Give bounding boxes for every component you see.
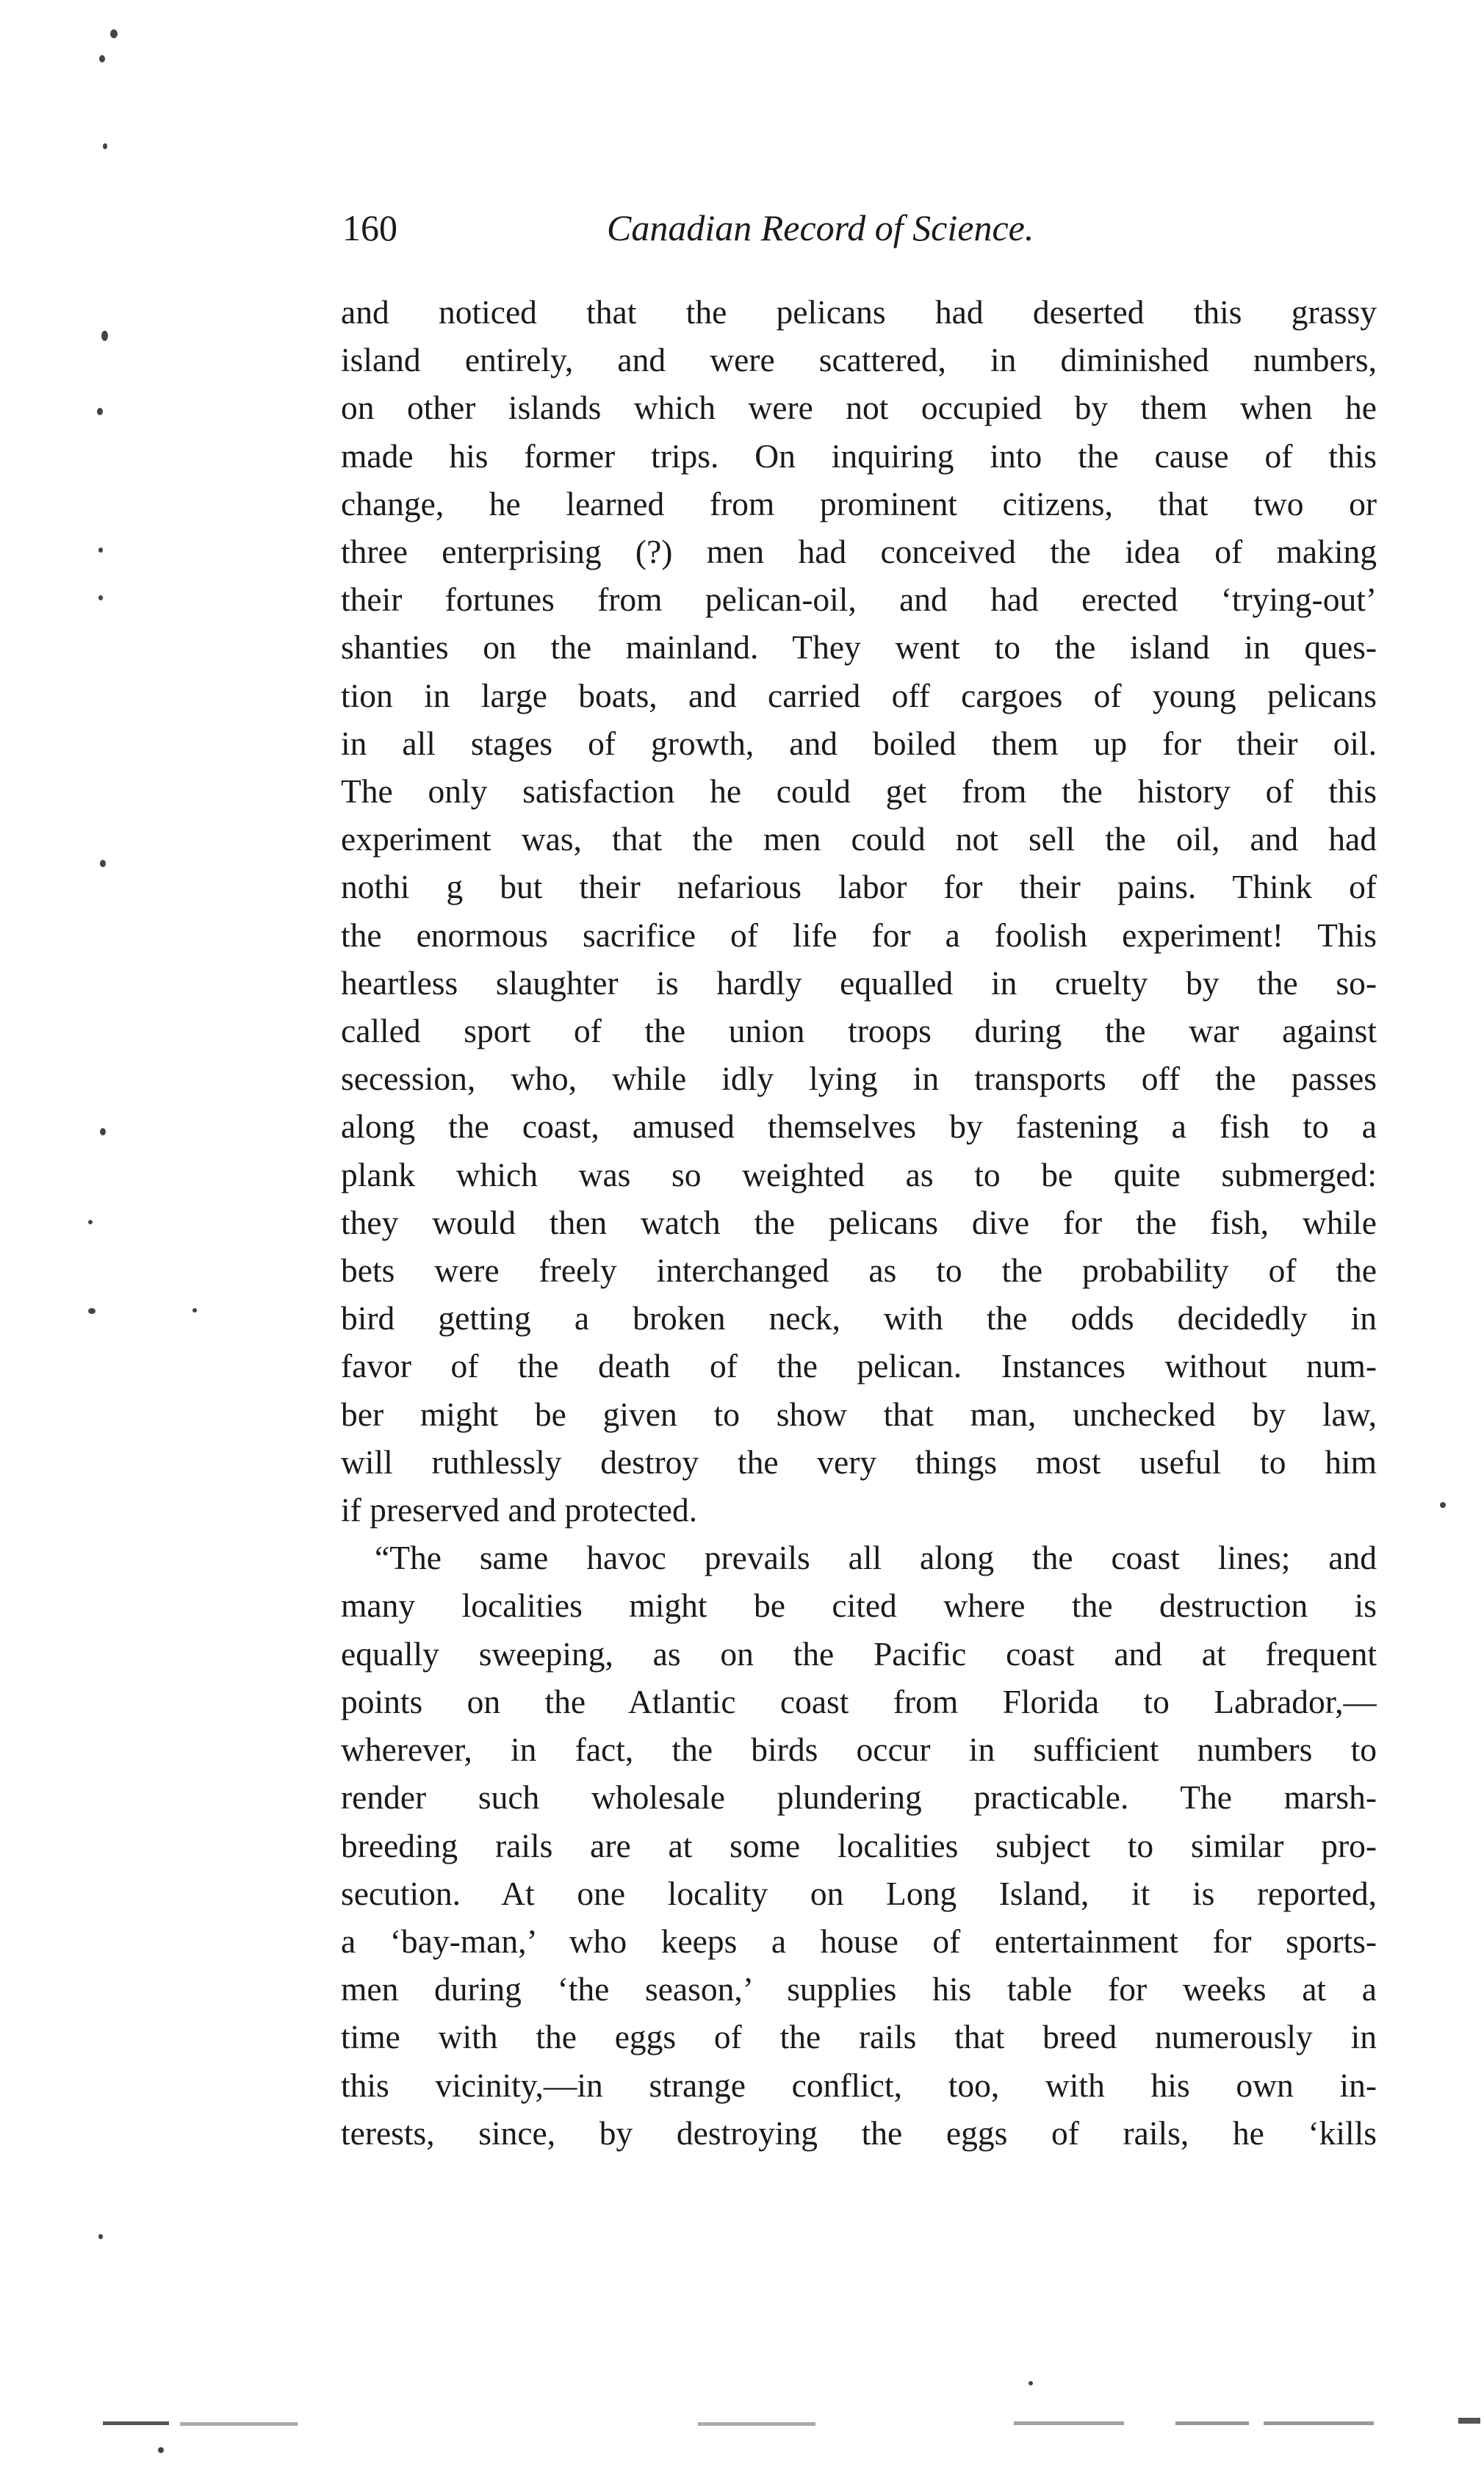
scan-speck [1440,1502,1446,1508]
page-number: 160 [342,207,397,248]
text-line: terests, since, by destroying the eggs of rails, he ‘kills [341,2114,1377,2152]
scan-line-fragment [698,2422,815,2426]
text-line: ber might be given to show that man, unchecked by law, [341,1395,1377,1433]
text-line: many localities might be cited where the destruction is [341,1587,1377,1625]
scan-speck [103,143,107,149]
scan-speck [110,29,118,38]
scan-speck [99,55,105,62]
text-line: The only satisfaction he could get from the history of this [341,772,1377,811]
text-line: points on the Atlantic coast from Florida to Labrador,— [341,1682,1377,1720]
text-line: bird getting a broken neck, with the odds decidedly in [341,1299,1377,1337]
scan-speck [88,1308,96,1314]
scan-line-fragment [1175,2421,1249,2425]
text-line: the enormous sacrifice of life for a foolish experiment! This [341,916,1377,954]
text-line: three enterprising (?) men had conceived the idea of making [341,533,1377,571]
text-line: “The same havoc prevails all along the coast lines; and [375,1539,1377,1577]
scan-line-fragment [1014,2421,1124,2425]
text-line: men during ‘the season,’ supplies his table for weeks at a [341,1970,1377,2008]
text-line: heartless slaughter is hardly equalled in cruelty by the so- [341,963,1377,1002]
text-line: favor of the death of the pelican. Instances without num- [341,1347,1377,1385]
text-line: breeding rails are at some localities subject to similar pro- [341,1826,1377,1864]
text-line: plank which was so weighted as to be quite submerged: [341,1155,1377,1193]
text-line: bets were freely interchanged as to the probability of the [341,1252,1377,1290]
body-text [341,288,1377,2157]
scan-speck [100,860,106,867]
scan-speck [101,331,108,341]
running-title: Canadian Record of Science. [607,207,1034,248]
text-line: a ‘bay-man,’ who keeps a house of entertainment for sports- [341,1922,1377,1960]
scan-speck [88,1220,93,1224]
text-line: on other islands which were not occupied by them when he [341,389,1377,427]
scan-line-fragment [180,2422,298,2426]
text-line: this vicinity,—in strange conflict, too, with his own in- [341,2066,1377,2104]
text-line: experiment was, that the men could not sell the oil, and had [341,820,1377,858]
scan-speck [98,547,103,553]
text-line: their fortunes from pelican-oil, and had erected ‘trying-out’ [341,581,1377,619]
text-line: wherever, in fact, the birds occur in sufficient numbers to [341,1731,1377,1769]
text-line: if preserved and protected. [341,1491,698,1529]
text-line: change, he learned from prominent citizens, that two or [341,484,1377,523]
text-line: render such wholesale plundering practicable. The marsh- [341,1778,1377,1817]
scan-speck [98,2234,103,2239]
text-line: called sport of the union troops during the war against [341,1012,1377,1050]
scan-speck [1029,2381,1033,2385]
text-line: nothi g but their nefarious labor for their pains. Think of [341,868,1377,906]
text-line: shanties on the mainland. They went to the island in ques- [341,628,1377,667]
text-line: equally sweeping, as on the Pacific coast and at frequent [341,1634,1377,1673]
scan-speck [98,595,103,600]
paragraph [341,288,1377,1534]
scan-speck [158,2447,164,2453]
text-line: in all stages of growth, and boiled them up for their oil. [341,724,1377,762]
scan-line-fragment [1264,2421,1374,2425]
paragraph [341,1534,1377,2157]
text-line: secession, who, while idly lying in transports off the passes [341,1060,1377,1098]
scan-line-fragment [103,2421,169,2425]
text-line: will ruthlessly destroy the very things most useful to him [341,1443,1377,1481]
scan-speck [192,1308,197,1312]
text-line: they would then watch the pelicans dive for the fish, while [341,1203,1377,1241]
text-line: along the coast, amused themselves by fastening a fish to a [341,1107,1377,1146]
text-line: made his former trips. On inquiring into the cause of this [341,437,1377,475]
scan-speck [100,1128,106,1135]
text-line: and noticed that the pelicans had deserted this grassy [341,293,1377,331]
text-line: tion in large boats, and carried off cargoes of young pelicans [341,676,1377,714]
running-header [342,198,1378,257]
scan-line-fragment [1458,2418,1480,2424]
scan-speck [97,408,103,415]
text-line: secution. At one locality on Long Island, it is reported, [341,1874,1377,1912]
text-line: time with the eggs of the rails that breed numerously in [341,2018,1377,2056]
text-line: island entirely, and were scattered, in diminished numbers, [341,341,1377,379]
